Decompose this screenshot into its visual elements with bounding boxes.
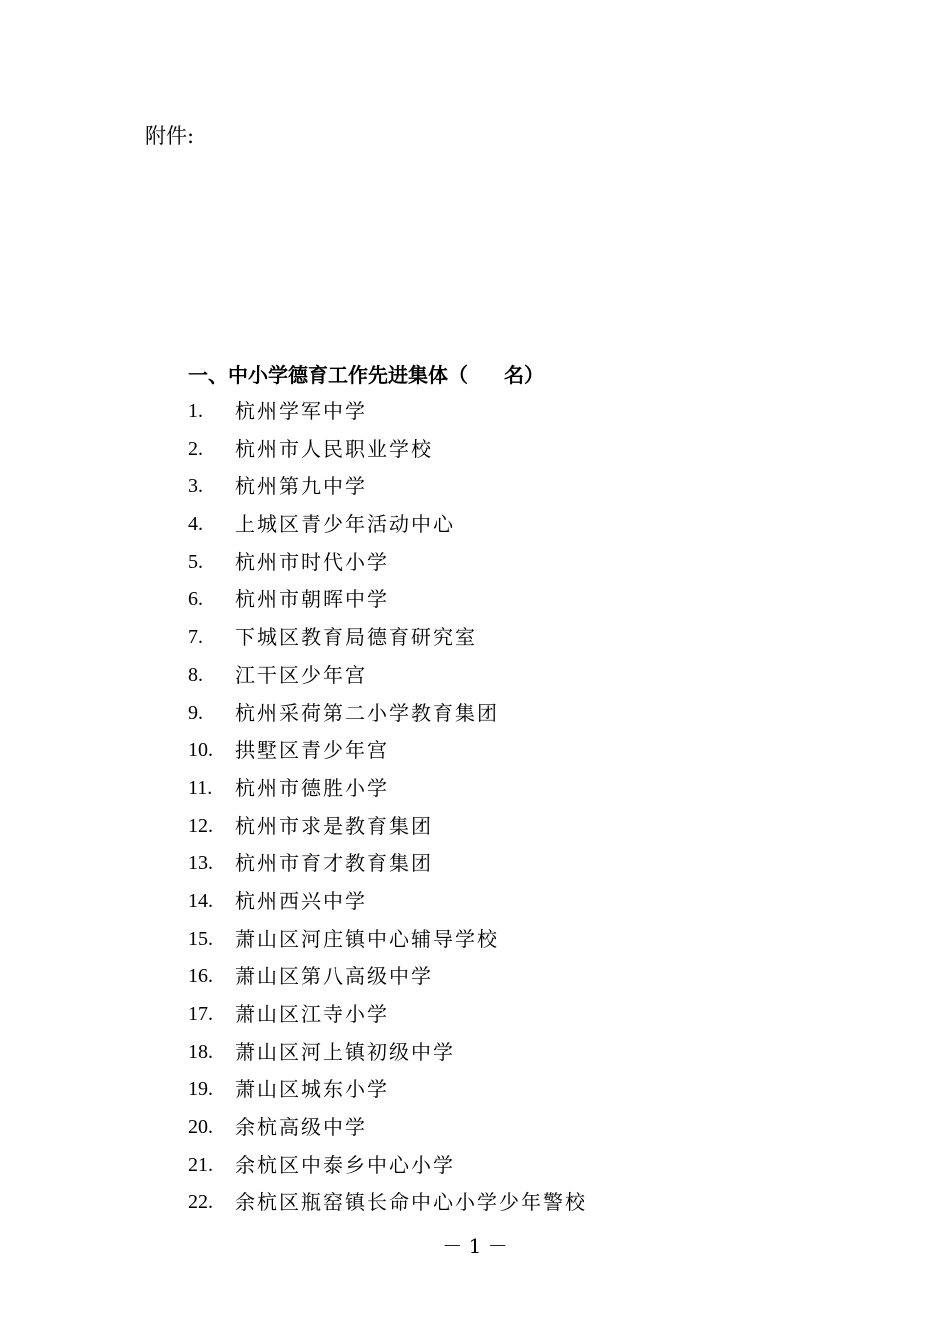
item-text: 杭州市求是教育集团 — [235, 813, 433, 838]
list-item — [188, 886, 587, 924]
list-item — [188, 811, 587, 849]
list-item — [188, 622, 587, 660]
item-number: 16. — [188, 965, 213, 988]
attachment-label: 附件: — [145, 124, 195, 148]
item-text: 杭州市育才教育集团 — [235, 851, 433, 876]
item-number: 15. — [188, 927, 213, 950]
list-item — [188, 848, 587, 886]
item-text: 杭州市人民职业学校 — [235, 436, 433, 461]
list-item — [188, 961, 587, 999]
list-item — [188, 1074, 587, 1112]
item-number: 18. — [188, 1040, 213, 1063]
item-number: 21. — [188, 1153, 213, 1176]
item-number: 10. — [188, 739, 213, 762]
item-text: 余杭区中泰乡中心小学 — [235, 1152, 455, 1177]
item-text: 江干区少年宫 — [235, 662, 367, 687]
item-number: 1. — [188, 400, 203, 422]
item-text: 萧山区河上镇初级中学 — [235, 1039, 455, 1064]
item-number: 12. — [188, 814, 213, 837]
item-text: 杭州市时代小学 — [235, 549, 389, 574]
item-text: 萧山区第八高级中学 — [235, 964, 433, 989]
advanced-collective-list — [188, 396, 587, 1225]
list-item — [188, 1037, 587, 1075]
item-text: 杭州学军中学 — [235, 399, 367, 423]
item-text: 杭州市德胜小学 — [235, 775, 389, 800]
item-text: 萧山区城东小学 — [235, 1077, 389, 1102]
list-item — [188, 735, 587, 773]
item-text: 萧山区河庄镇中心辅导学校 — [235, 926, 499, 951]
list-item — [188, 434, 587, 472]
item-number: 20. — [188, 1116, 213, 1139]
item-text: 余杭高级中学 — [235, 1115, 367, 1140]
item-text: 拱墅区青少年宫 — [235, 738, 389, 763]
item-number: 22. — [188, 1191, 213, 1214]
item-number: 3. — [188, 475, 203, 498]
list-item — [188, 924, 587, 962]
section-heading — [188, 360, 544, 390]
item-text: 上城区青少年活动中心 — [235, 512, 455, 537]
item-text: 杭州西兴中学 — [235, 888, 367, 913]
item-number: 4. — [188, 513, 203, 536]
page-number: － 1 － — [442, 1234, 508, 1258]
list-item — [188, 509, 587, 547]
list-item — [188, 660, 587, 698]
list-item — [188, 584, 587, 622]
list-item — [188, 1150, 587, 1188]
list-item — [188, 1187, 587, 1225]
item-number: 11. — [188, 776, 213, 799]
item-text: 杭州市朝晖中学 — [235, 587, 389, 612]
section-heading-prefix: 一、中小学德育工作先进集体（ — [188, 363, 468, 387]
section-heading-suffix: 名） — [504, 363, 544, 387]
list-item — [188, 999, 587, 1037]
item-number: 17. — [188, 1003, 213, 1025]
item-text: 下城区教育局德育研究室 — [235, 625, 477, 650]
item-number: 9. — [188, 701, 203, 724]
list-item — [188, 1112, 587, 1150]
item-number: 14. — [188, 889, 213, 912]
item-number: 5. — [188, 550, 203, 573]
item-number: 13. — [188, 852, 213, 875]
item-number: 2. — [188, 437, 203, 460]
item-number: 19. — [188, 1078, 213, 1101]
item-number: 8. — [188, 663, 203, 686]
list-item — [188, 471, 587, 509]
list-item — [188, 773, 587, 811]
item-number: 7. — [188, 626, 203, 649]
list-item — [188, 547, 587, 585]
item-text: 余杭区瓶窑镇长命中心小学少年警校 — [235, 1190, 587, 1215]
item-text: 杭州第九中学 — [235, 474, 367, 499]
list-item — [188, 698, 587, 736]
list-item — [188, 396, 587, 434]
item-text: 萧山区江寺小学 — [235, 1002, 389, 1026]
item-number: 6. — [188, 588, 203, 611]
item-text: 杭州采荷第二小学教育集团 — [235, 700, 499, 725]
